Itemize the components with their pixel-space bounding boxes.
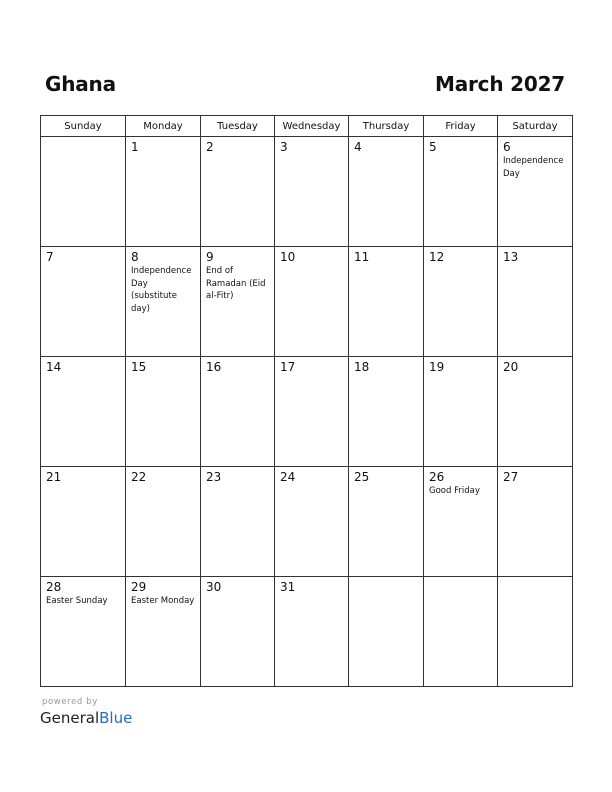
day-number: 28 — [46, 580, 62, 594]
day-cell — [201, 247, 275, 357]
day-number: 4 — [354, 140, 362, 154]
day-number: 23 — [206, 470, 222, 484]
day-number: 1 — [131, 140, 139, 154]
day-number: 5 — [429, 140, 437, 154]
day-cell — [498, 247, 573, 357]
day-cell — [349, 467, 424, 577]
powered-by-label: powered by — [42, 697, 98, 707]
day-cell — [201, 137, 275, 247]
calendar-grid — [40, 115, 573, 687]
holiday-label: Easter Sunday — [46, 596, 108, 606]
day-number: 19 — [429, 360, 445, 374]
country-title: Ghana — [45, 72, 116, 96]
day-cell — [126, 467, 201, 577]
day-cell — [498, 357, 573, 467]
weekday-saturday: Saturday — [498, 116, 573, 137]
holiday-label: Independence Day (substitute day) — [131, 266, 192, 314]
day-number: 30 — [206, 580, 222, 594]
day-number: 22 — [131, 470, 147, 484]
weekday-tuesday: Tuesday — [201, 116, 275, 137]
week-row — [41, 467, 573, 577]
weekday-header-row — [41, 116, 573, 137]
day-number: 15 — [131, 360, 147, 374]
day-number: 27 — [503, 470, 519, 484]
weekday-friday: Friday — [424, 116, 498, 137]
holiday-label: Independence Day — [503, 156, 564, 179]
day-number: 2 — [206, 140, 214, 154]
day-number: 25 — [354, 470, 370, 484]
day-number: 7 — [46, 250, 54, 264]
day-cell — [201, 357, 275, 467]
day-cell — [126, 137, 201, 247]
day-cell — [424, 247, 498, 357]
day-cell — [275, 137, 349, 247]
weekday-thursday: Thursday — [349, 116, 424, 137]
weekday-monday: Monday — [126, 116, 201, 137]
holiday-label: Good Friday — [429, 486, 480, 496]
day-cell — [275, 467, 349, 577]
day-cell — [41, 577, 126, 687]
day-number: 21 — [46, 470, 62, 484]
day-number: 31 — [280, 580, 296, 594]
day-number: 29 — [131, 580, 147, 594]
day-cell — [126, 357, 201, 467]
day-cell — [498, 137, 573, 247]
day-cell — [126, 247, 201, 357]
weekday-wednesday: Wednesday — [275, 116, 349, 137]
day-cell — [498, 577, 573, 687]
day-cell — [275, 247, 349, 357]
holiday-label: End of Ramadan (Eid al-Fitr) — [206, 266, 266, 301]
day-number: 16 — [206, 360, 222, 374]
holiday-label: Easter Monday — [131, 596, 195, 606]
day-cell — [126, 577, 201, 687]
week-row — [41, 137, 573, 247]
day-cell — [424, 467, 498, 577]
week-row — [41, 577, 573, 687]
day-number: 20 — [503, 360, 519, 374]
brand-text-general: General — [40, 709, 100, 727]
day-number: 8 — [131, 250, 139, 264]
generalblue-logo[interactable] — [40, 709, 132, 727]
day-number: 9 — [206, 250, 214, 264]
weekday-sunday: Sunday — [41, 116, 126, 137]
day-number: 26 — [429, 470, 445, 484]
day-cell — [424, 137, 498, 247]
day-number: 10 — [280, 250, 296, 264]
day-cell — [41, 247, 126, 357]
day-cell — [41, 467, 126, 577]
week-row — [41, 247, 573, 357]
day-number: 11 — [354, 250, 370, 264]
day-cell — [424, 577, 498, 687]
day-number: 14 — [46, 360, 62, 374]
day-cell — [349, 247, 424, 357]
day-cell — [498, 467, 573, 577]
day-number: 6 — [503, 140, 511, 154]
day-number: 24 — [280, 470, 296, 484]
day-number: 3 — [280, 140, 288, 154]
brand-text-blue: Blue — [99, 709, 133, 727]
day-cell — [201, 577, 275, 687]
day-cell — [424, 357, 498, 467]
day-number: 13 — [503, 250, 519, 264]
day-cell — [349, 357, 424, 467]
day-cell — [41, 357, 126, 467]
day-number: 12 — [429, 250, 445, 264]
day-cell — [41, 137, 126, 247]
day-cell — [275, 577, 349, 687]
day-cell — [349, 577, 424, 687]
week-row — [41, 357, 573, 467]
day-cell — [349, 137, 424, 247]
day-cell — [275, 357, 349, 467]
day-cell — [201, 467, 275, 577]
month-title: March 2027 — [435, 72, 565, 96]
day-number: 18 — [354, 360, 370, 374]
day-number: 17 — [280, 360, 296, 374]
